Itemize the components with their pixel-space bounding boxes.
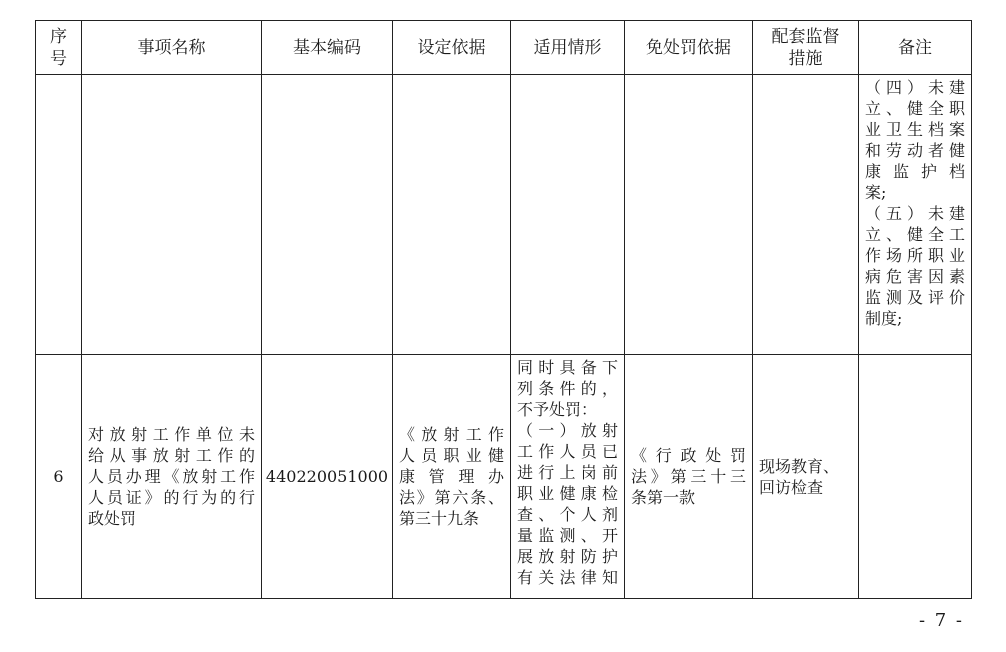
header-remarks: 备注 xyxy=(859,21,972,75)
table-row-6 xyxy=(36,355,972,599)
cell-code: 440220051000 xyxy=(262,355,393,599)
cell-seq: 6 xyxy=(36,355,82,599)
cell-name: 对放射工作单位未 给从事放射工作的 人员办理《放射工作 人员证》的行为的行 政处罚 xyxy=(82,355,262,599)
header-measures: 配套监督措施 xyxy=(753,21,859,75)
table-row-continued xyxy=(36,75,972,355)
cell-measures-empty xyxy=(753,75,859,355)
header-code: 基本编码 xyxy=(262,21,393,75)
cell-exempt: 《行政处罚 法》第三十三 条第一款 xyxy=(625,355,753,599)
cell-name-empty xyxy=(82,75,262,355)
header-situation: 适用情形 xyxy=(511,21,625,75)
header-row xyxy=(36,21,972,75)
page-number: - 7 - xyxy=(918,610,964,631)
cell-code-empty xyxy=(262,75,393,355)
header-name: 事项名称 xyxy=(82,21,262,75)
cell-basis: 《放射工作 人员职业健 康管理办 法》第六条、 第三十九条 xyxy=(393,355,511,599)
cell-situation: 同时具备下 列条件的， 不予处罚： （一）放射 工作人员已 进行上岗前 职业健康检 查、个人剂 量监测、开 展放射防护 有关法律知 xyxy=(511,355,625,599)
cell-remarks-continued: （四）未建 立、健全职 业卫生档案 和劳动者健 康监护档 案; （五）未建 立、健全工 作场所职业 病危害因素 监测及评价 制度; xyxy=(859,75,972,355)
cell-basis-empty xyxy=(393,75,511,355)
cell-exempt-empty xyxy=(625,75,753,355)
cell-seq-empty xyxy=(36,75,82,355)
header-basis: 设定依据 xyxy=(393,21,511,75)
cell-situation-empty xyxy=(511,75,625,355)
header-exempt: 免处罚依据 xyxy=(625,21,753,75)
cell-remarks xyxy=(859,355,972,599)
header-seq: 序号 xyxy=(36,21,82,75)
cell-measures: 现场教育、 回访检查 xyxy=(753,355,859,599)
regulation-table xyxy=(35,20,972,599)
